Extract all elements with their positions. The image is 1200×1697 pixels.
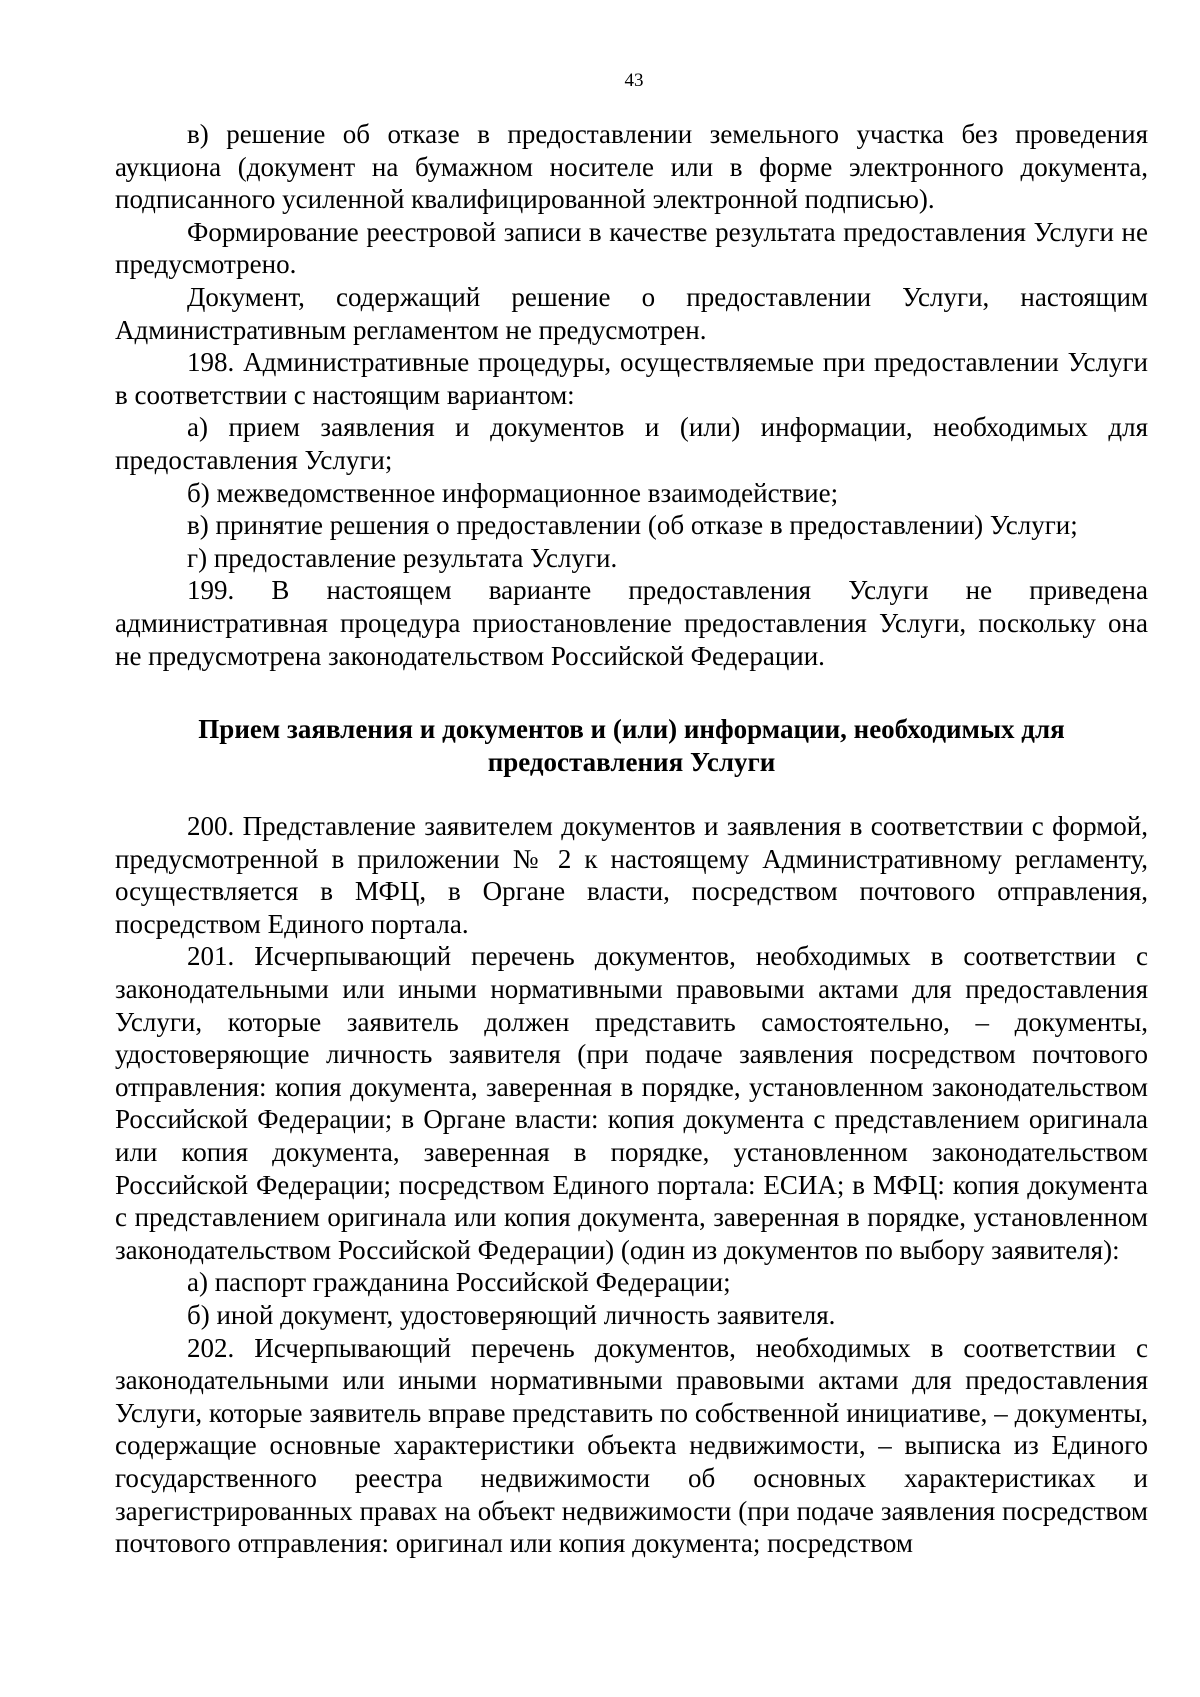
page-number: 43 <box>624 70 644 91</box>
document-body <box>115 118 1148 1560</box>
list-item-b: б) межведомственное информационное взаимодействие; <box>187 477 839 508</box>
list-item-b: б) иной документ, удостоверяющий личность заявителя. <box>187 1300 836 1330</box>
paragraph: в) решение об отказе в предоставлении земельного участка без проведения аукциона (документ на бумажном носителе или в форме электронного документа, подписанного усиленной квалифицированной электронной подписью). <box>115 119 1148 215</box>
paragraph-198: 198. Административные процедуры, осуществляемые при предоставлении Услуги в соответствии с настоящим вариантом: <box>115 347 1148 410</box>
paragraph-200: 200. Представление заявителем документов и заявления в соответствии с формой, предусмотренной в приложении № 2 к настоящему Административному регламенту, осуществляется в МФЦ, в Органе власти, посредством почтового отправления, посредством Единого портала. <box>115 811 1148 939</box>
paragraph-201: 201. Исчерпывающий перечень документов, необходимых в соответствии с законодательными или иными нормативными правовыми актами для предоставления Услуги, которые заявитель должен представить самостоятельно, – документы, удостоверяющие личность заявителя (при подаче заявления посредством почтового отправления: копия документа, заверенная в порядке, установленном законодательством Российской Федерации; в Органе власти: копия документа с представлением оригинала или копия документа, заверенная в порядке, установленном законодательством Российской Федерации; посредством Единого портала: ЕСИА; в МФЦ: копия документа с представлением оригинала или копия документа, заверенная в порядке, установленном законодательством Российской Федерации) (один из документов по выбору заявителя): <box>115 941 1148 1265</box>
paragraph: Документ, содержащий решение о предоставлении Услуги, настоящим Административным регламентом не предусмотрен. <box>115 281 1148 345</box>
list-item-a: а) прием заявления и документов и (или) информации, необходимых для предоставления Услуги; <box>115 412 1148 475</box>
list-item-v: в) принятие решения о предоставлении (об отказе в предоставлении) Услуги; <box>187 510 1078 541</box>
section-heading: Прием заявления и документов и (или) информации, необходимых для предоставления Услуги <box>198 714 1065 778</box>
list-item-g: г) предоставление результата Услуги. <box>187 542 618 573</box>
list-item-a: а) паспорт гражданина Российской Федерации; <box>187 1267 731 1298</box>
paragraph-199: 199. В настоящем варианте предоставления Услуги не приведена административная процедура приостановление предоставления Услуги, поскольку она не предусмотрена законодательством Российской Федерации. <box>115 575 1148 671</box>
paragraph: Формирование реестровой записи в качестве результата предоставления Услуги не предусмотрено. <box>115 216 1148 280</box>
paragraph-202: 202. Исчерпывающий перечень документов, необходимых в соответствии с законодательными или иными нормативными правовыми актами для предоставления Услуги, которые заявитель вправе представить по собственной инициативе, – документы, содержащие основные характеристики объекта недвижимости, – выписка из Единого государственного реестра недвижимости об основных характеристиках и зарегистрированных правах на объект недвижимости (при подаче заявления посредством почтового отправления: оригинал или копия документа; посредством <box>115 1332 1148 1559</box>
